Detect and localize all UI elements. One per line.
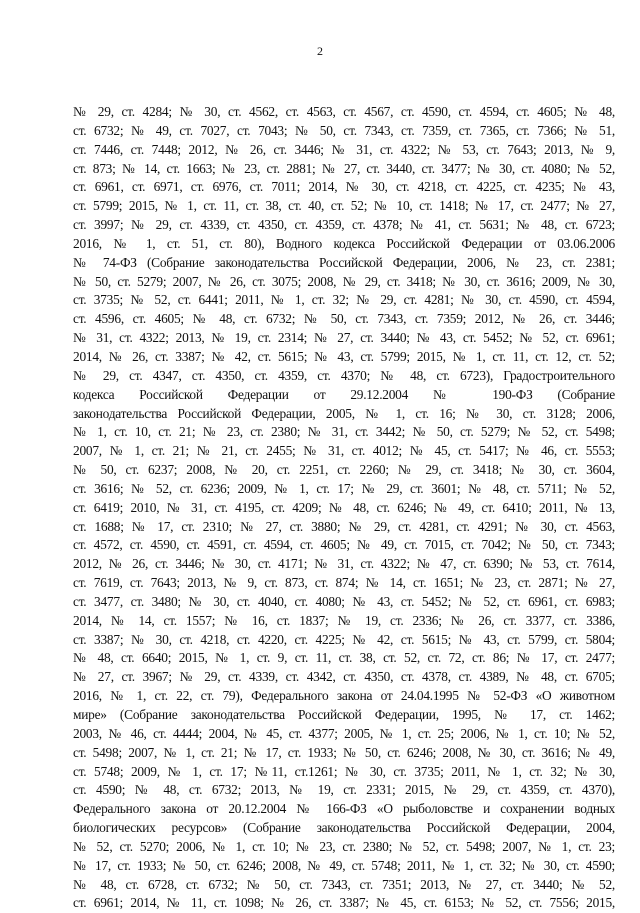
text-line: № 31, ст. 4322; 2013, № 19, ст. 2314; № 27, ст. 3440; № 43, ст. 5452; № 52, ст. 6961; (73, 330, 615, 346)
text-line: мире» (Собрание законодательства Российской Федерации, 1995, № 17, ст. 1462; (73, 707, 615, 722)
text-line: ст. 5748; 2009, № 1, ст. 17; №11, ст.1261; № 30, ст. 3735; 2011, № 1, ст. 32; № 30, (73, 763, 615, 779)
text-line: ст. 3477, ст. 3480; № 30, ст. 4040, ст. 4080; № 43, ст. 5452; № 52, ст. 6961, ст. 6983; (73, 593, 615, 609)
text-line: ст. 3387; № 30, ст. 4218, ст. 4220, ст. 4225; № 42, ст. 5615; № 43, ст. 5799, ст. 5804; (73, 631, 615, 647)
text-line: № 29, ст. 4347, ст. 4350, ст. 4359, ст. 4370; № 48, ст. 6723), Градостроительного (73, 367, 615, 383)
text-line: 2014, № 14, ст. 1557; № 16, ст. 1837; № 19, ст. 2336; № 26, ст. 3377, ст. 3386, (73, 612, 615, 628)
text-line: 2014, № 26, ст. 3387; № 42, ст. 5615; № 43, ст. 5799; 2015, № 1, ст. 11, ст. 12, ст. 52; (73, 348, 615, 364)
text-line: биологических ресурсов» (Собрание законодательства Российской Федерации, 2004, (73, 820, 615, 836)
text-line: ст. 6419; 2010, № 31, ст. 4195, ст. 4209; № 48, ст. 6246; № 49, ст. 6410; 2011, № 13, (73, 499, 615, 515)
text-line: № 29, ст. 4284; № 30, ст. 4562, ст. 4563, ст. 4567, ст. 4590, ст. 4594, ст. 4605; № 48, (73, 104, 615, 119)
text-line: № 50, ст. 5279; 2007, № 26, ст. 3075; 2008, № 29, ст. 3418; № 30, ст. 3616; 2009, № 30, (73, 273, 615, 289)
page-number: 2 (317, 44, 323, 58)
text-line: ст. 1688; № 17, ст. 2310; № 27, ст. 3880; № 29, ст. 4281, ст. 4291; № 30, ст. 4563, (73, 518, 615, 534)
text-line: ст. 6732; № 49, ст. 7027, ст. 7043; № 50, ст. 7343, ст. 7359, ст. 7365, ст. 7366; № 51, (73, 122, 615, 138)
text-line: 2016, № 1, ст. 51, ст. 80), Водного кодекса Российской Федерации от 03.06.2006 (73, 235, 615, 251)
text-line: ст. 6961, ст. 6971, ст. 6976, ст. 7011; 2014, № 30, ст. 4218, ст. 4225, ст. 4235; № 43, (73, 179, 615, 195)
text-line: ст. 4572, ст. 4590, ст. 4591, ст. 4594, ст. 4605; № 49, ст. 7015, ст. 7042; № 50, ст. 7343; (73, 537, 615, 553)
text-line: ст. 4596, ст. 4605; № 48, ст. 6732; № 50, ст. 7343, ст. 7359; 2012, № 26, ст. 3446; (73, 311, 615, 327)
text-line: № 48, ст. 6728, ст. 6732; № 50, ст. 7343, ст. 7351; 2013, № 27, ст. 3440; № 52, (73, 876, 615, 892)
text-line: ст. 7619, ст. 7643; 2013, № 9, ст. 873, ст. 874; № 14, ст. 1651; № 23, ст. 2871; № 27, (73, 575, 615, 591)
text-line: ст. 4590; № 48, ст. 6732; 2013, № 19, ст. 2331; 2015, № 29, ст. 4359, ст. 4370), (73, 782, 615, 798)
text-line: 2012, № 26, ст. 3446; № 30, ст. 4171; № 31, ст. 4322; № 47, ст. 6390; № 53, ст. 7614, (73, 556, 615, 572)
text-line: 2016, № 1, ст. 22, ст. 79), Федерального закона от 24.04.1995 № 52-ФЗ «О животном (73, 688, 615, 704)
text-line: Федерального закона от 20.12.2004 № 166-ФЗ «О рыболовстве и сохранении водных (73, 801, 615, 817)
text-line: ст. 7446, ст. 7448; 2012, № 26, ст. 3446; № 31, ст. 4322; № 53, ст. 7643; 2013, № 9, (73, 141, 615, 157)
text-line: № 27, ст. 3967; № 29, ст. 4339, ст. 4342, ст. 4350, ст. 4378, ст. 4389, № 48, ст. 6705; (73, 669, 615, 685)
text-line: ст. 3997; № 29, ст. 4339, ст. 4350, ст. 4359, ст. 4378; № 41, ст. 5631; № 48, ст. 6723; (73, 217, 615, 233)
text-line: № 74-ФЗ (Собрание законодательства Российской Федерации, 2006, № 23, ст. 2381; (73, 254, 615, 270)
text-line: ст. 6961; 2014, № 11, ст. 1098; № 26, ст. 3387; № 45, ст. 6153; № 52, ст. 7556; 2015, (73, 895, 615, 911)
text-line: № 17, ст. 1933; № 50, ст. 6246; 2008, № 49, ст. 5748; 2011, № 1, ст. 32; № 30, ст. 4590; (73, 857, 615, 873)
text-line: 2007, № 1, ст. 21; № 21, ст. 2455; № 31, ст. 4012; № 45, ст. 5417; № 46, ст. 5553; (73, 443, 615, 459)
body-text (73, 103, 615, 913)
text-line: 2003, № 46, ст. 4444; 2004, № 45, ст. 4377; 2005, № 1, ст. 25; 2006, № 1, ст. 10; № 52, (73, 725, 615, 741)
text-line: ст. 3735; № 52, ст. 6441; 2011, № 1, ст. 32; № 29, ст. 4281; № 30, ст. 4590, ст. 4594, (73, 292, 615, 308)
text-line: № 1, ст. 10, ст. 21; № 23, ст. 2380; № 31, ст. 3442; № 50, ст. 5279; № 52, ст. 5498; (73, 424, 615, 440)
text-line: ст. 873; № 14, ст. 1663; № 23, ст. 2881; № 27, ст. 3440, ст. 3477; № 30, ст. 4080; № 52, (73, 160, 615, 176)
text-line: законодательства Российской Федерации, 2005, № 1, ст. 16; № 30, ст. 3128; 2006, (73, 405, 615, 421)
text-line: № 50, ст. 6237; 2008, № 20, ст. 2251, ст. 2260; № 29, ст. 3418; № 30, ст. 3604, (73, 462, 615, 478)
text-line: ст. 3616; № 52, ст. 6236; 2009, № 1, ст. 17; № 29, ст. 3601; № 48, ст. 5711; № 52, (73, 480, 615, 496)
text-line: кодекса Российской Федерации от 29.12.2004 № 190-ФЗ (Собрание (73, 386, 615, 402)
text-line: № 48, ст. 6640; 2015, № 1, ст. 9, ст. 11, ст. 38, ст. 52, ст. 72, ст. 86; № 17, ст. 2477; (73, 650, 615, 666)
text-line: № 52, ст. 5270; 2006, № 1, ст. 10; № 23, ст. 2380; № 52, ст. 5498; 2007, № 1, ст. 23; (73, 838, 615, 854)
text-line: ст. 5498; 2007, № 1, ст. 21; № 17, ст. 1933; № 50, ст. 6246; 2008, № 30, ст. 3616; № 49, (73, 744, 615, 760)
text-line: ст. 5799; 2015, № 1, ст. 11, ст. 38, ст. 40, ст. 52; № 10, ст. 1418; № 17, ст. 2477; № 27, (73, 198, 615, 214)
